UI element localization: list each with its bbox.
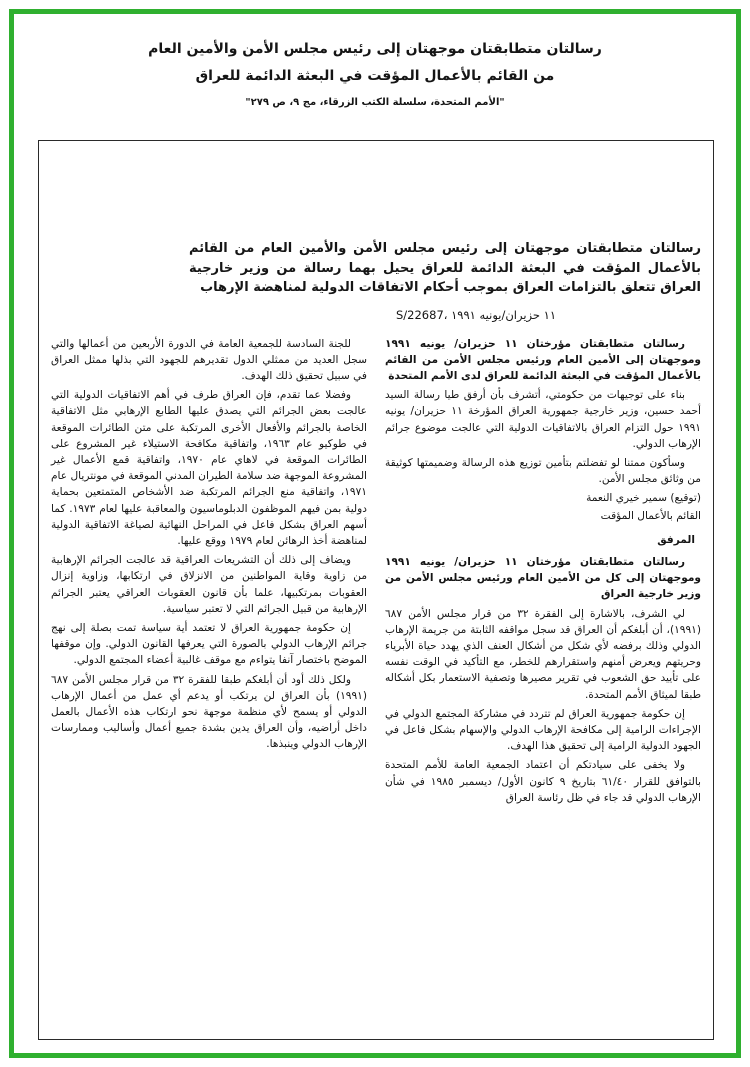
letter-reference-line: S/22687، ١١ حزيران/يونيه ١٩٩١ bbox=[396, 307, 557, 322]
two-column-text bbox=[51, 336, 701, 809]
annex-heading: المرفق bbox=[657, 533, 695, 546]
signature-name: (توقيع) سمير خيري النعمة bbox=[586, 492, 701, 505]
annex-subheading: رسالتان متطابقتان مؤرختان ١١ حزيران/ يونيه ١٩٩١ وموجهتان إلى كل من الأمين العام ورئيس مجلس الأمن من وزير خارجية العراق bbox=[385, 555, 701, 601]
transmittal-paragraph-1: بناء على توجيهات من حكومتي، أتشرف بأن أرفق طيا رسالة السيد أحمد حسين، وزير خارجية جمهورية العراق المؤرخة ١١ حزيران/ يونيه ١٩٩١ حول التزام العراق بالاتفاقيات الدولية التي عالجت موضوع جرائم الإرهاب الدولي. bbox=[385, 389, 701, 450]
letter-body-box bbox=[38, 140, 714, 1040]
signature-title: القائم بالأعمال المؤقت bbox=[600, 509, 701, 522]
transmittal-heading: رسالتان متطابقتان مؤرختان ١١ حزيران/ يونيه ١٩٩١ وموجهتان إلى الأمين العام ورئيس مجلس الأمن من القائم بالأعمال المؤقت في البعثة الدائمة للعراق لدى الأمم المتحدة bbox=[385, 337, 701, 382]
transmittal-paragraph-2: وسأكون ممتنا لو تفضلتم بتأمين توزيع هذه الرسالة وضميمتها كوثيقة من وثائق مجلس الأمن. bbox=[385, 456, 701, 486]
header-title-line1: رسالتان متطابقتان موجهتان إلى رئيس مجلس الأمن والأمين العام bbox=[148, 41, 602, 57]
annex-paragraph-2: إن حكومة جمهورية العراق لم تتردد في مشاركة المجتمع الدولي في الإجراءات الرامية إلى مكافحة الإرهاب الدولي والإسهام بشكل فاعل في الجهود الدولية الرامية إلى تحقيق هذا الهدف. bbox=[385, 707, 701, 753]
annex-paragraph-3: ولا يخفى على سيادتكم أن اعتماد الجمعية العامة للأمم المتحدة بالتوافق للقرار ٦١/٤٠ بتاريخ ٩ كانون الأول/ ديسمبر ١٩٨٥ في شأن الإرهاب الدولي قد جاء في ظل رئاسة العراق bbox=[385, 759, 701, 804]
source-citation: "الأمم المتحدة، سلسلة الكتب الزرقاء، مج ٩، ص ٢٧٩" bbox=[245, 97, 505, 108]
column-left bbox=[51, 336, 367, 809]
column-right bbox=[385, 336, 701, 809]
annex-paragraph-8: ولكل ذلك أود أن أبلغكم طبقا للفقرة ٣٢ من قرار مجلس الأمن ٦٨٧ (١٩٩١) بأن العراق لن يرتكب أو يدعم أي عمل من أعمال الإرهاب الدولي أو يسمح لأي منظمة موجهة نحو ارتكاب هذه الأعمال بالعمل داخل أراضيه، وأن العراق يدين بشدة جميع أعمال وأساليب وممارسات الإرهاب الدولي وينبذها. bbox=[51, 673, 367, 751]
letter-title: رسالتان متطابقتان موجهتان إلى رئيس مجلس الأمن والأمين العام من القائم بالأعمال المؤقت في البعثة الدائمة للعراق يحيل بهما رسالة من وزير خارجية العراق تتعلق بالتزامات العراق بموجب أحكام الاتفاقات الدولية لمناهضة الإرهاب bbox=[189, 241, 701, 295]
annex-paragraph-4: للجنة السادسة للجمعية العامة في الدورة الأربعين من أعمالها والتي سجل العديد من ممثلي الدول تقديرهم للجهود التي بذلها ممثل العراق في سبيل تحقيق ذلك الهدف. bbox=[51, 337, 367, 382]
annex-paragraph-6: ويضاف إلى ذلك أن التشريعات العراقية قد عالجت الجرائم الإرهابية من زاوية وقاية المواطنين من الانزلاق في ارتكابها، وزاوية إنزال العقوبات بمرتكبيها، علما بأن قانون العقوبات العراقي يعتبر الجرائم الإرهابية من قبيل الجرائم التي لا تعتبر سياسية. bbox=[51, 554, 367, 615]
annex-paragraph-1: لي الشرف، بالاشارة إلى الفقرة ٣٢ من قرار مجلس الأمن ٦٨٧ (١٩٩١)، أن أبلغكم أن العراق قد سجل مواقفه الثابتة من جريمة الإرهاب الدولي وذلك برفضه لأي شكل من أشكال العنف الذي يهدد حياة الأبرياء وحريتهم ويعرض أمنهم واستقرارهم للخطر، مع التأكيد في الوقت نفسه على تأييد حق الشعوب في تقرير مصيرها وتصفية الاستعمار بكل أشكاله طبقا لميثاق الأمم المتحدة. bbox=[385, 607, 701, 701]
annex-paragraph-5: وفضلا عما تقدم، فإن العراق طرف في أهم الاتفاقيات الدولية التي عالجت بعض الجرائم التي يصدق عليها الطابع الإرهابي مثل الاتفاقية الخاصة بالجرائم والأفعال الأخرى المرتكبة على متن الطائرات الموقعة في طوكيو عام ١٩٦٣، واتفاقية مكافحة الاستيلاء غير المشروع على الطائرات الموقعة في لاهاي عام ١٩٧٠، واتفاقية قمع الأعمال غير المشروعة الموجهة ضد سلامة الطيران المدني الموقعة في مونتريال عام ١٩٧١، واتفاقية منع الجرائم المرتكبة ضد الأشخاص المتمتعين بحماية دولية بمن فيهم الموظفون الدبلوماسيون والمعاقبة عليها لعام ١٩٧٣. كما أسهم العراق بشكل فاعل في المراحل النهائية لصياغة الاتفاقية الدولية لمناهضة أخذ الرهائن لعام ١٩٧٩ ووقع عليها. bbox=[51, 389, 367, 547]
document-header bbox=[0, 0, 750, 108]
header-title-line2: من القائم بالأعمال المؤقت في البعثة الدائمة للعراق bbox=[195, 68, 555, 84]
annex-paragraph-7: إن حكومة جمهورية العراق لا تعتمد أية سياسة تمت بصلة إلى نهج جرائم الإرهاب الدولي بالصورة التي يعرفها القانون الدولي. وإن موقفها الموضح باختصار آنفا يتواءم مع موقف غالبية أعضاء المجتمع الدولي. bbox=[51, 621, 367, 667]
